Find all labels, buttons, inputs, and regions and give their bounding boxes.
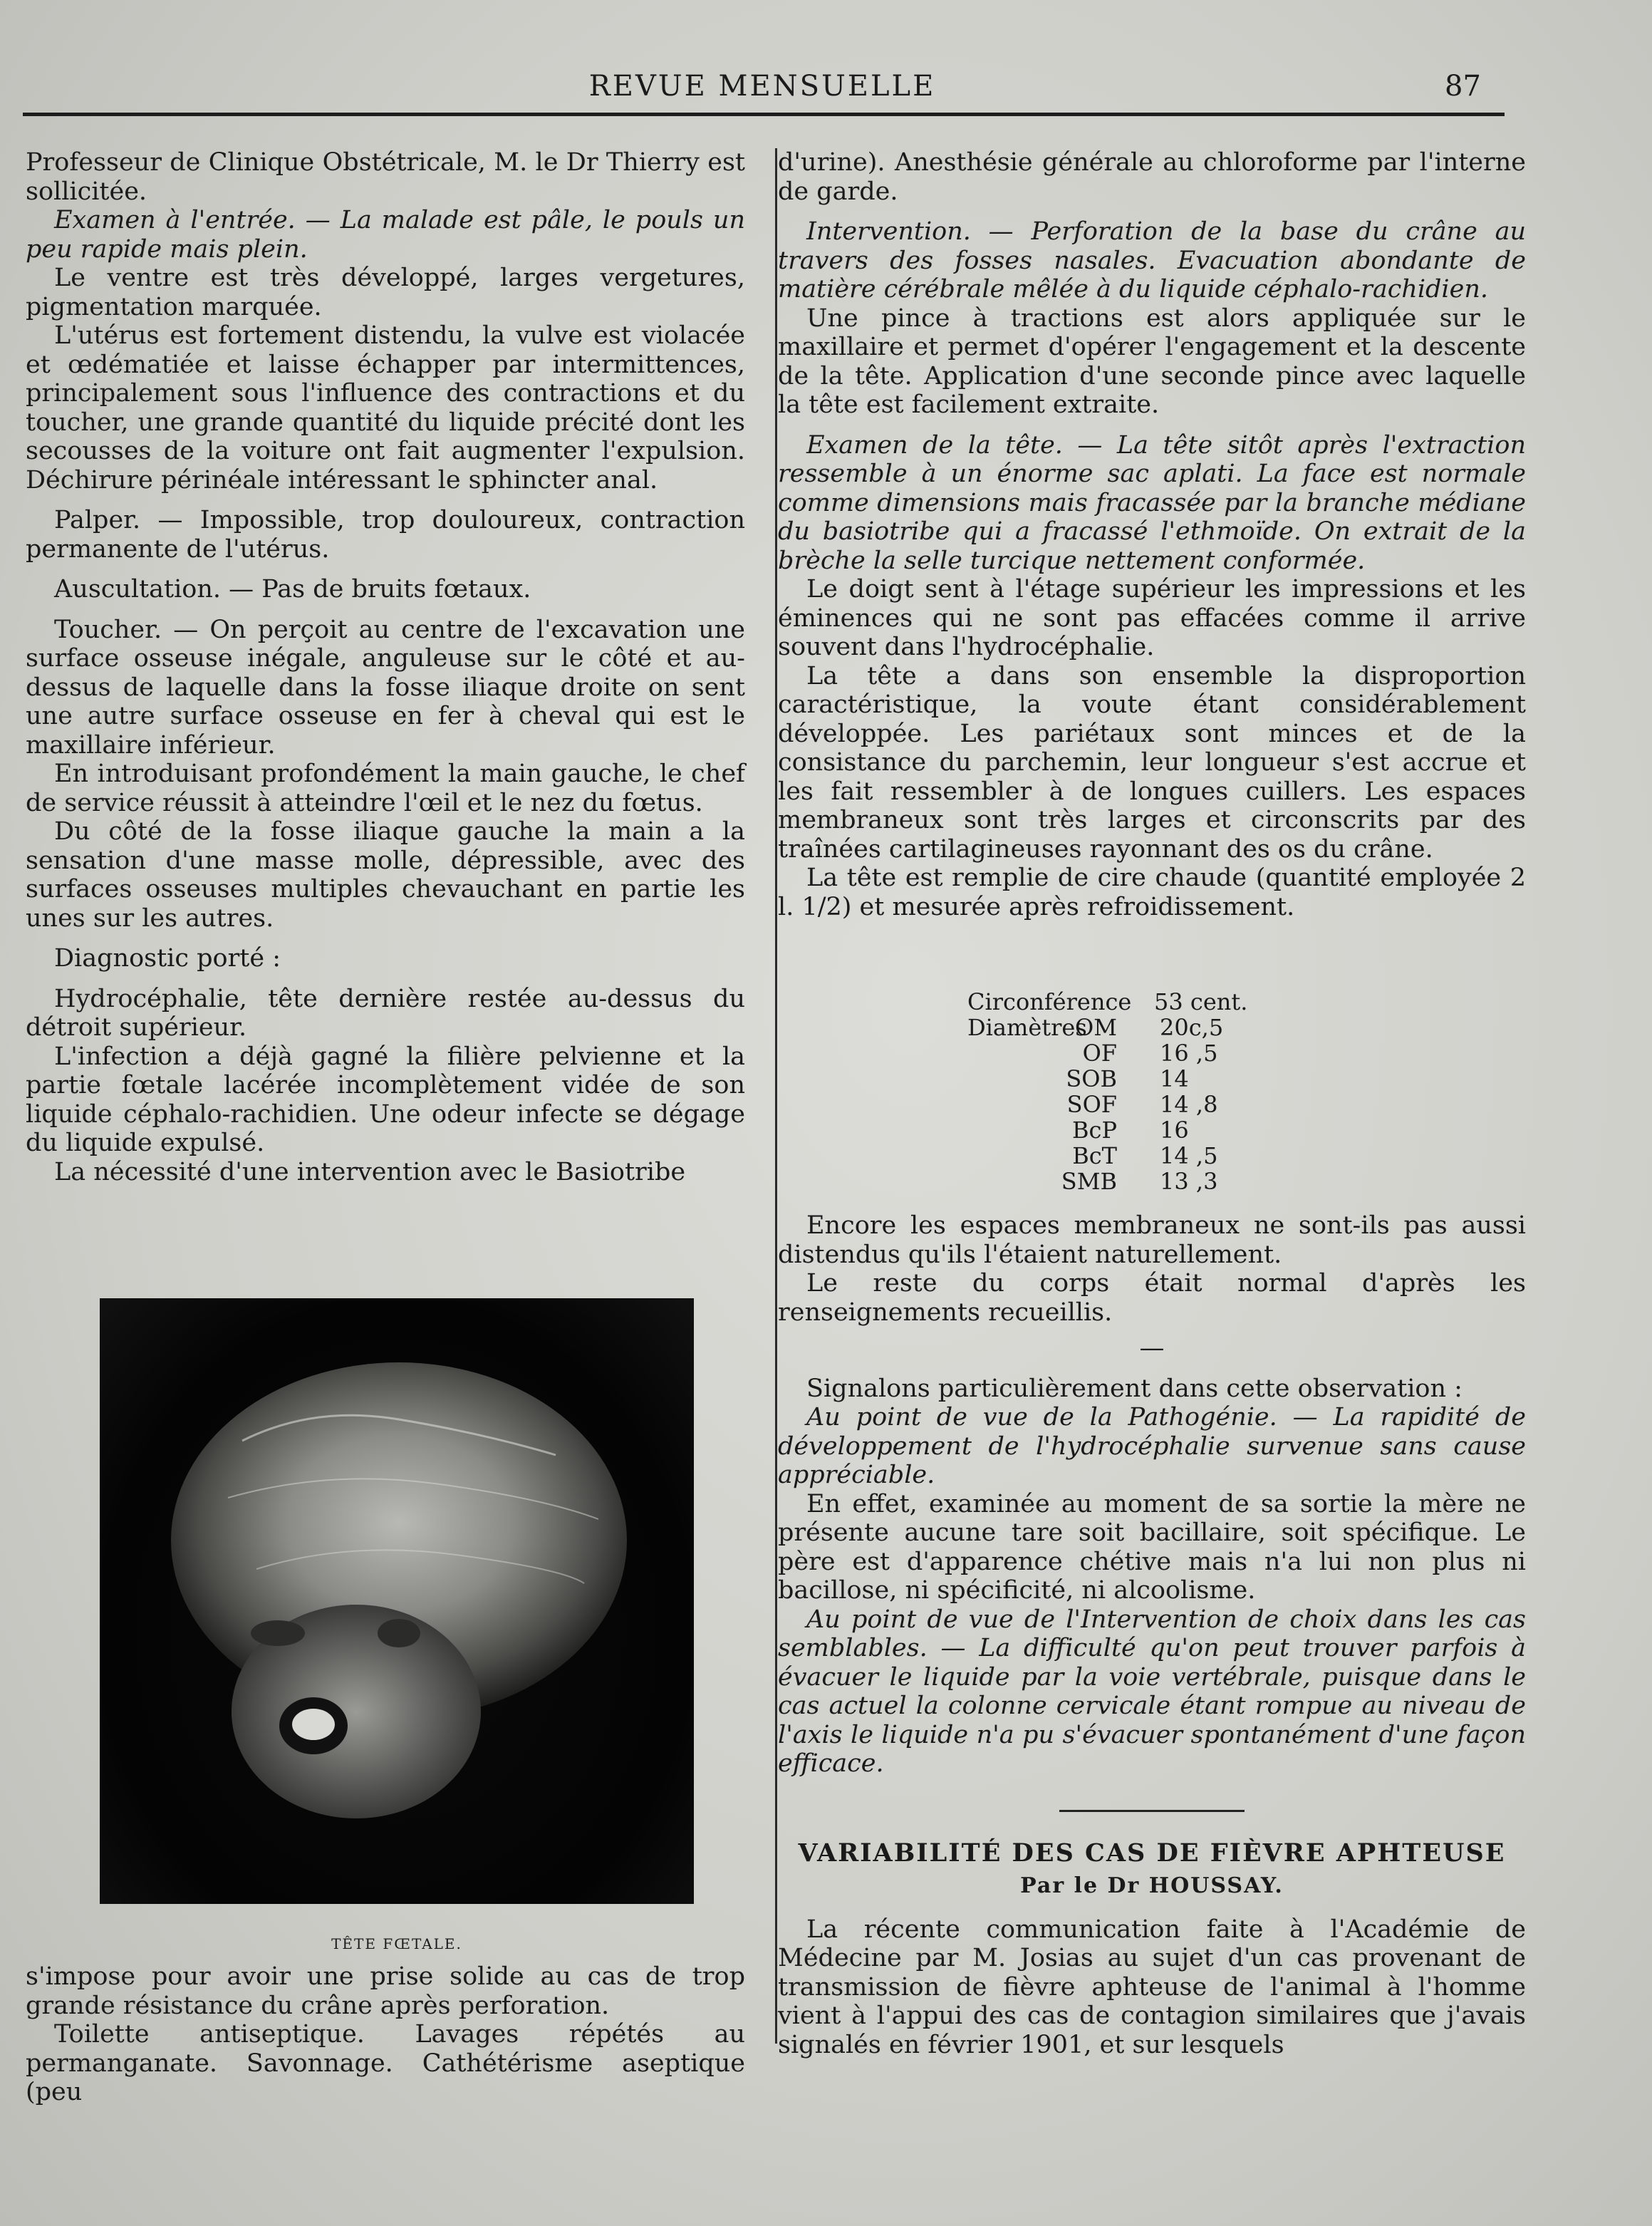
paragraph: La récente communication faite à l'Académie de Médecine par M. Josias au sujet d'un cas provenant de transmission de fièvre aphteuse de l'animal à l'homme vient à l'appui des cas de contagion similaires que j'avais signalés en février 1901, et sur lesquels (778, 1915, 1526, 2059)
paragraph: Toucher. — On perçoit au centre de l'excavation une surface osseuse inégale, anguleuse sur le côté et au-dessus de laquelle dans la fosse iliaque droite on sent une autre surface osseuse en fer à cheval qui est le maxillaire inférieur. (26, 615, 745, 760)
paragraph: Au point de vue de l'Intervention de choix dans les cas semblables. — La difficulté qu'on peut trouver parfois à évacuer le liquide par la voie vertébrale, puisque dans le cas actuel la colonne cervicale étant rompue au niveau de l'axis le liquide n'a pu s'évacuer spontanément d'une façon efficace. (778, 1605, 1526, 1778)
left-column (26, 148, 745, 1186)
article-byline: Par le Dr HOUSSAY. (1020, 1873, 1284, 1898)
paragraph: Examen de la tête. — La tête sitôt après l'extraction ressemble à un énorme sac aplati. La face est normale comme dimensions mais fracassée par la branche médiane du basiotribe qui a fracassé l'ethmoïde. On extrait de la brèche la selle turcique nettement conformée. (778, 430, 1526, 575)
diameter-code: OF (1082, 1040, 1117, 1067)
diameter-code: SOF (1066, 1091, 1117, 1118)
paragraph: Professeur de Clinique Obstétricale, M. le Dr Thierry est sollicitée. (26, 148, 745, 206)
right-column-continued (778, 1211, 1526, 2059)
figure-caption: TÊTE FŒTALE. (331, 1935, 462, 1952)
paragraph: Auscultation. — Pas de bruits fœtaux. (54, 575, 531, 604)
diameter-value: 13 ,3 (1160, 1168, 1218, 1195)
diameter-code: BcT (1072, 1142, 1117, 1169)
paragraph: Hydrocéphalie, tête dernière restée au-dessus du détroit supérieur. (26, 984, 745, 1042)
header-rule (23, 113, 1505, 116)
fetal-head-illustration (100, 1298, 694, 1904)
left-column-continued (26, 1962, 745, 2107)
diameter-code: SMB (1061, 1168, 1117, 1195)
paragraph: L'infection a déjà gagné la filière pelvienne et la partie fœtale lacérée incomplètement vidée de son liquide céphalo-rachidien. Une odeur infecte se dégage du liquide expulsé. (26, 1042, 745, 1157)
article-title: VARIABILITÉ DES CAS DE FIÈVRE APHTEUSE (798, 1838, 1506, 1868)
paragraph: En introduisant profondément la main gauche, le chef de service réussit à atteindre l'œil et le nez du fœtus. (26, 760, 745, 817)
paragraph: Une pince à tractions est alors appliquée sur le maxillaire et permet d'opérer l'engagement et la descente de la tête. Application d'une seconde pince avec laquelle la tête est facilement extraite. (778, 304, 1526, 419)
fetal-head-photograph (100, 1298, 694, 1904)
diameters-label: Diamètres (967, 1014, 1087, 1041)
circumference-value: 53 cent. (1154, 988, 1248, 1015)
paragraph: Toilette antiseptique. Lavages répétés au permanganate. Savonnage. Cathétérisme aseptique (peu (26, 2020, 745, 2106)
paragraph: Diagnostic porté : (54, 944, 281, 973)
column-divider (775, 148, 777, 2044)
paragraph: s'impose pour avoir une prise solide au cas de trop grande résistance du crâne après perforation. (26, 1962, 745, 2020)
paragraph: Palper. — Impossible, trop douloureux, contraction permanente de l'utérus. (26, 506, 745, 564)
paragraph: Le doigt sent à l'étage supérieur les impressions et les éminences qui ne sont pas effacées comme il arrive souvent dans l'hydrocéphalie. (778, 575, 1526, 661)
article-separator (1059, 1810, 1245, 1812)
diameter-code: SOB (1066, 1065, 1117, 1092)
diameter-value: 14 ,8 (1160, 1091, 1218, 1118)
diameter-code: OM (1075, 1014, 1117, 1041)
circumference-label: Circonférence (967, 988, 1132, 1015)
diameter-value: 14 (1160, 1065, 1189, 1092)
paragraph: Examen à l'entrée. — La malade est pâle, le pouls un peu rapide mais plein. (26, 206, 745, 264)
page-number: 87 (1445, 70, 1481, 103)
diameter-code: BcP (1072, 1117, 1117, 1144)
diameter-value: 16 ,5 (1160, 1040, 1218, 1067)
diameter-value: 20c,5 (1160, 1014, 1224, 1041)
right-column (778, 148, 1526, 921)
paragraph: L'utérus est fortement distendu, la vulve est violacée et œdématiée et laisse échapper par intermittences, principalement sous l'influence des contractions et du toucher, une grande quantité du liquide précité dont les secousses de la voiture ont fait augmenter l'expulsion. Déchirure périnéale intéressant le sphincter anal. (26, 321, 745, 495)
paragraph: Intervention. — Perforation de la base du crâne au travers des fosses nasales. Evacuation abondante de matière cérébrale mêlée à du liquide céphalo-rachidien. (778, 217, 1526, 304)
paragraph: La tête est remplie de cire chaude (quantité employée 2 l. 1/2) et mesurée après refroidissement. (778, 864, 1526, 921)
journal-title: REVUE MENSUELLE (588, 70, 936, 103)
paragraph: La tête a dans son ensemble la disproportion caractéristique, la voute étant considérablement développée. Les pariétaux sont minces et de la consistance du parchemin, leur longueur s'est accrue et les fait ressembler à de longues cuillers. Les espaces membraneux sont très larges et circonscrits par des traînées cartilagineuses rayonnant des os du crâne. (778, 661, 1526, 864)
page-header (0, 63, 1652, 105)
paragraph: Au point de vue de la Pathogénie. — La rapidité de développement de l'hydrocéphalie survenue sans cause appréciable. (778, 1403, 1526, 1489)
section-dash: — (1139, 1334, 1165, 1362)
paragraph: Du côté de la fosse iliaque gauche la main a la sensation d'une masse molle, dépressible, avec des surfaces osseuses multiples chevauchant en partie les unes sur les autres. (26, 817, 745, 933)
paragraph: Le reste du corps était normal d'après les renseignements recueillis. (778, 1269, 1526, 1327)
paragraph: Le ventre est très développé, larges vergetures, pigmentation marquée. (26, 264, 745, 321)
diameter-value: 16 (1160, 1117, 1189, 1144)
paragraph: Signalons particulièrement dans cette observation : (806, 1374, 1463, 1403)
paragraph: En effet, examinée au moment de sa sortie la mère ne présente aucune tare soit bacillaire, soit spécifique. Le père est d'apparence chétive mais n'a lui non plus ni bacillose, ni spécificité, ni alcoolisme. (778, 1489, 1526, 1605)
paragraph: La nécessité d'une intervention avec le Basiotribe (54, 1157, 686, 1186)
paragraph: Encore les espaces membraneux ne sont-ils pas aussi distendus qu'ils l'étaient naturellement. (778, 1211, 1526, 1269)
paragraph: d'urine). Anesthésie générale au chloroforme par l'interne de garde. (778, 148, 1526, 206)
diameter-value: 14 ,5 (1160, 1142, 1218, 1169)
